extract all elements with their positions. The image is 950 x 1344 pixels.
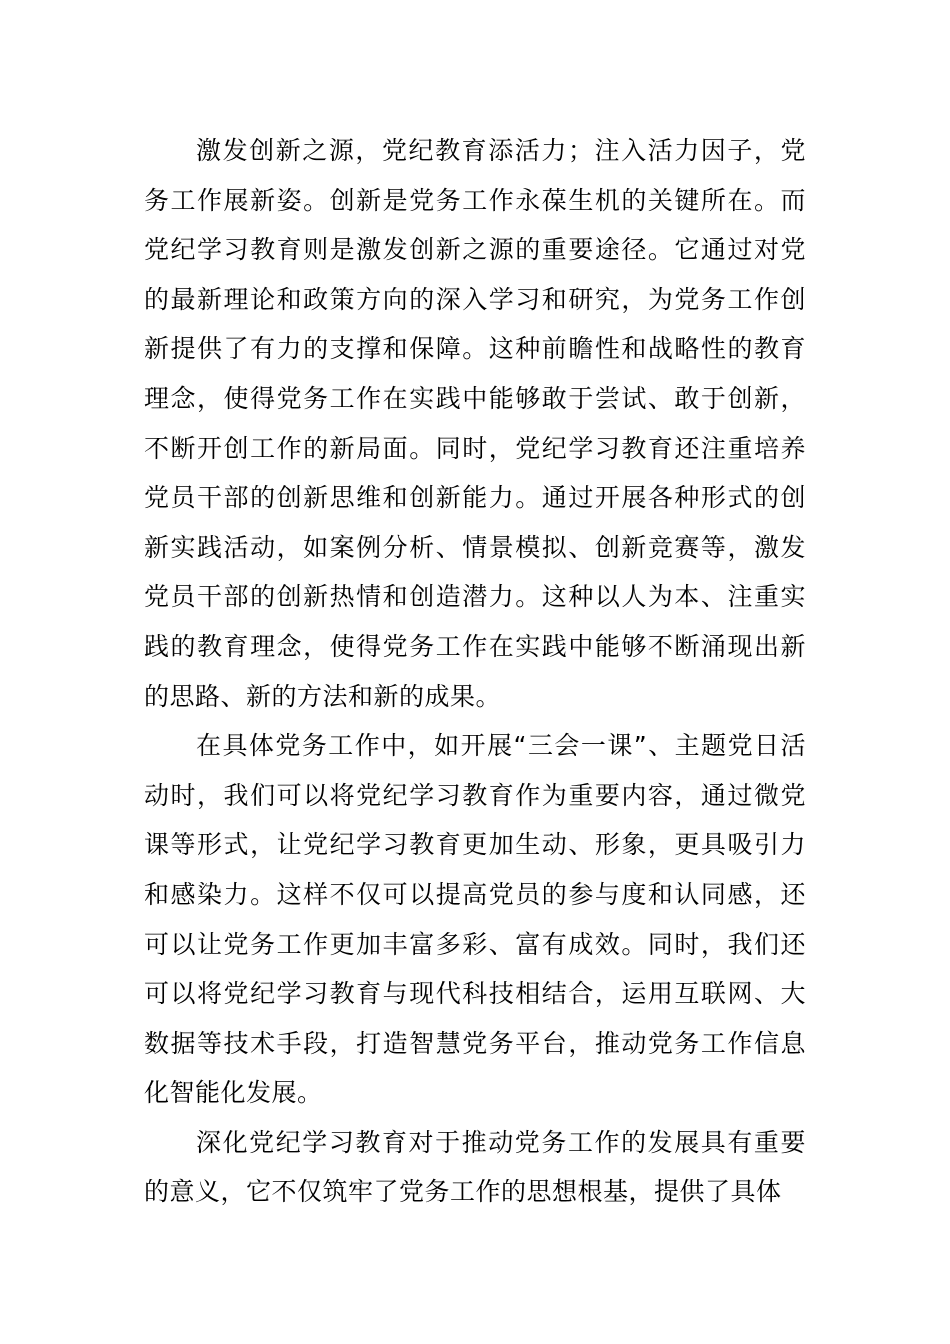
body-text xyxy=(144,126,806,1217)
paragraph-practice: 在具体党务工作中，如开展“三会一课”、主题党日活动时，我们可以将党纪学习教育作为重要内容，通过微党课等形式，让党纪学习教育更加生动、形象，更具吸引力和感染力。这样不仅可以提高党员的参与度和认同感，还可以让党务工作更加丰富多彩、富有成效。同时，我们还可以将党纪学习教育与现代科技相结合，运用互联网、大数据等技术手段，打造智慧党务平台，推动党务工作信息化智能化发展。 xyxy=(144,731,806,1108)
paragraph-innovation: 激发创新之源，党纪教育添活力；注入活力因子，党务工作展新姿。创新是党务工作永葆生机的关键所在。而党纪学习教育则是激发创新之源的重要途径。它通过对党的最新理论和政策方向的深入学习和研究，为党务工作创新提供了有力的支撑和保障。这种前瞻性和战略性的教育理念，使得党务工作在实践中能够敢于尝试、敢于创新，不断开创工作的新局面。同时，党纪学习教育还注重培养党员干部的创新思维和创新能力。通过开展各种形式的创新实践活动，如案例分析、情景模拟、创新竞赛等，激发党员干部的创新热情和创造潜力。这种以人为本、注重实践的教育理念，使得党务工作在实践中能够不断涌现出新的思路、新的方法和新的成果。 xyxy=(144,136,806,711)
paragraph-significance: 深化党纪学习教育对于推动党务工作的发展具有重要的意义，它不仅筑牢了党务工作的思想根基，提供了具体 xyxy=(144,1127,806,1207)
